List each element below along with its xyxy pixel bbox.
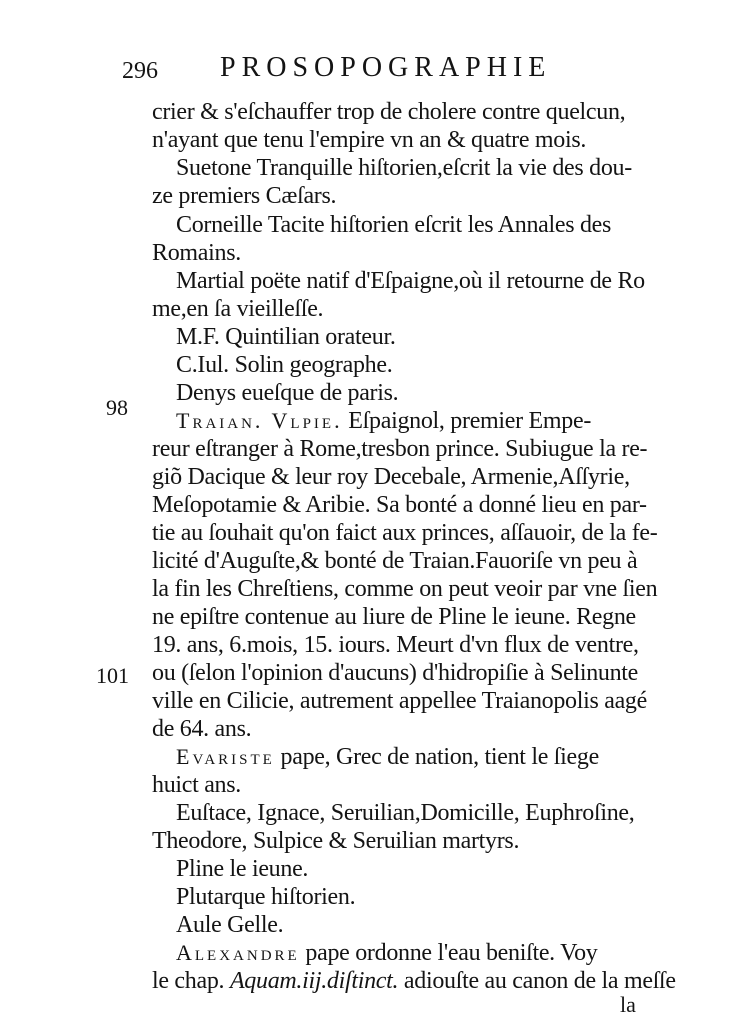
text-line: Pline le ieune. bbox=[176, 856, 309, 882]
text-line: Corneille Tacite hiſtorien eſcrit les Annales des bbox=[176, 212, 612, 238]
text-line: Suetone Tranquille hiſtorien,eſcrit la vie des dou- bbox=[176, 155, 632, 181]
catchword: la bbox=[620, 992, 636, 1017]
citation-italic: Aquam.iij.diſtinct. bbox=[229, 968, 399, 994]
text-line: Romains. bbox=[152, 240, 241, 266]
name-alexandre: Alexandre bbox=[176, 940, 300, 965]
text-line: tie au ſouhait qu'on faict aux princes, aſſauoir, de la fe- bbox=[152, 520, 658, 546]
page-header bbox=[122, 52, 642, 88]
text-line: C.Iul. Solin geographe. bbox=[176, 352, 393, 378]
text-line: n'ayant que tenu l'empire vn an & quatre mois. bbox=[152, 127, 587, 153]
text-line: M.F. Quintilian orateur. bbox=[176, 324, 396, 350]
text-line: ou (ſelon l'opinion d'aucuns) d'hidropiſie à Selinunte bbox=[152, 660, 639, 686]
text-line: Meſopotamie & Aribie. Sa bonté a donné lieu en par- bbox=[152, 492, 647, 518]
text-line: Euſtace, Ignace, Seruilian,Domicille, Euphroſine, bbox=[176, 800, 635, 826]
text-line-start: le chap. bbox=[152, 968, 230, 994]
text-line: de 64. ans. bbox=[152, 716, 252, 742]
text-line: Martial poëte natif d'Eſpaigne,où il retourne de Ro bbox=[176, 268, 645, 294]
text-line: 19. ans, 6.mois, 15. iours. Meurt d'vn flux de ventre, bbox=[152, 632, 639, 658]
text-line bbox=[176, 407, 591, 435]
text-line-rest: Eſpaignol, premier Empe- bbox=[342, 408, 592, 434]
text-line: giõ Dacique & leur roy Decebale, Armenie,Aſſyrie, bbox=[152, 464, 630, 490]
text-line: Aule Gelle. bbox=[176, 912, 284, 938]
text-line: Denys eueſque de paris. bbox=[176, 380, 399, 406]
running-title: PROSOPOGRAPHIE bbox=[220, 52, 552, 83]
text-line: Plutarque hiſtorien. bbox=[176, 884, 356, 910]
text-line: Theodore, Sulpice & Seruilian martyrs. bbox=[152, 828, 520, 854]
name-traian: Traian. Vlpie. bbox=[176, 408, 343, 433]
text-line bbox=[152, 967, 676, 995]
text-line: me,en ſa vieilleſſe. bbox=[152, 296, 324, 322]
margin-note-101: 101 bbox=[96, 663, 129, 688]
name-evariste: Evariste bbox=[176, 744, 275, 769]
text-line: crier & s'eſchauffer trop de cholere contre quelcun, bbox=[152, 99, 626, 125]
text-line: licité d'Auguſte,& bonté de Traian.Fauoriſe vn peu à bbox=[152, 548, 638, 574]
page-number: 296 bbox=[122, 58, 158, 84]
text-line: reur eſtranger à Rome,tresbon prince. Subiugue la re- bbox=[152, 436, 648, 462]
text-line: huict ans. bbox=[152, 772, 241, 798]
text-line-rest: pape, Grec de nation, tient le ſiege bbox=[274, 744, 599, 770]
text-line bbox=[176, 743, 599, 771]
text-line bbox=[176, 939, 597, 967]
text-line: ville en Cilicie, autrement appellee Traianopolis aagé bbox=[152, 688, 647, 714]
text-line-rest: adiouſte au canon de la meſſe bbox=[398, 968, 676, 994]
text-line: ne epiſtre contenue au liure de Pline le ieune. Regne bbox=[152, 604, 636, 630]
text-line: ze premiers Cæſars. bbox=[152, 183, 337, 209]
text-line: la fin les Chreſtiens, comme on peut veoir par vne ſien bbox=[152, 576, 658, 602]
margin-note-98: 98 bbox=[106, 395, 128, 420]
text-line-rest: pape ordonne l'eau beniſte. Voy bbox=[299, 940, 598, 966]
